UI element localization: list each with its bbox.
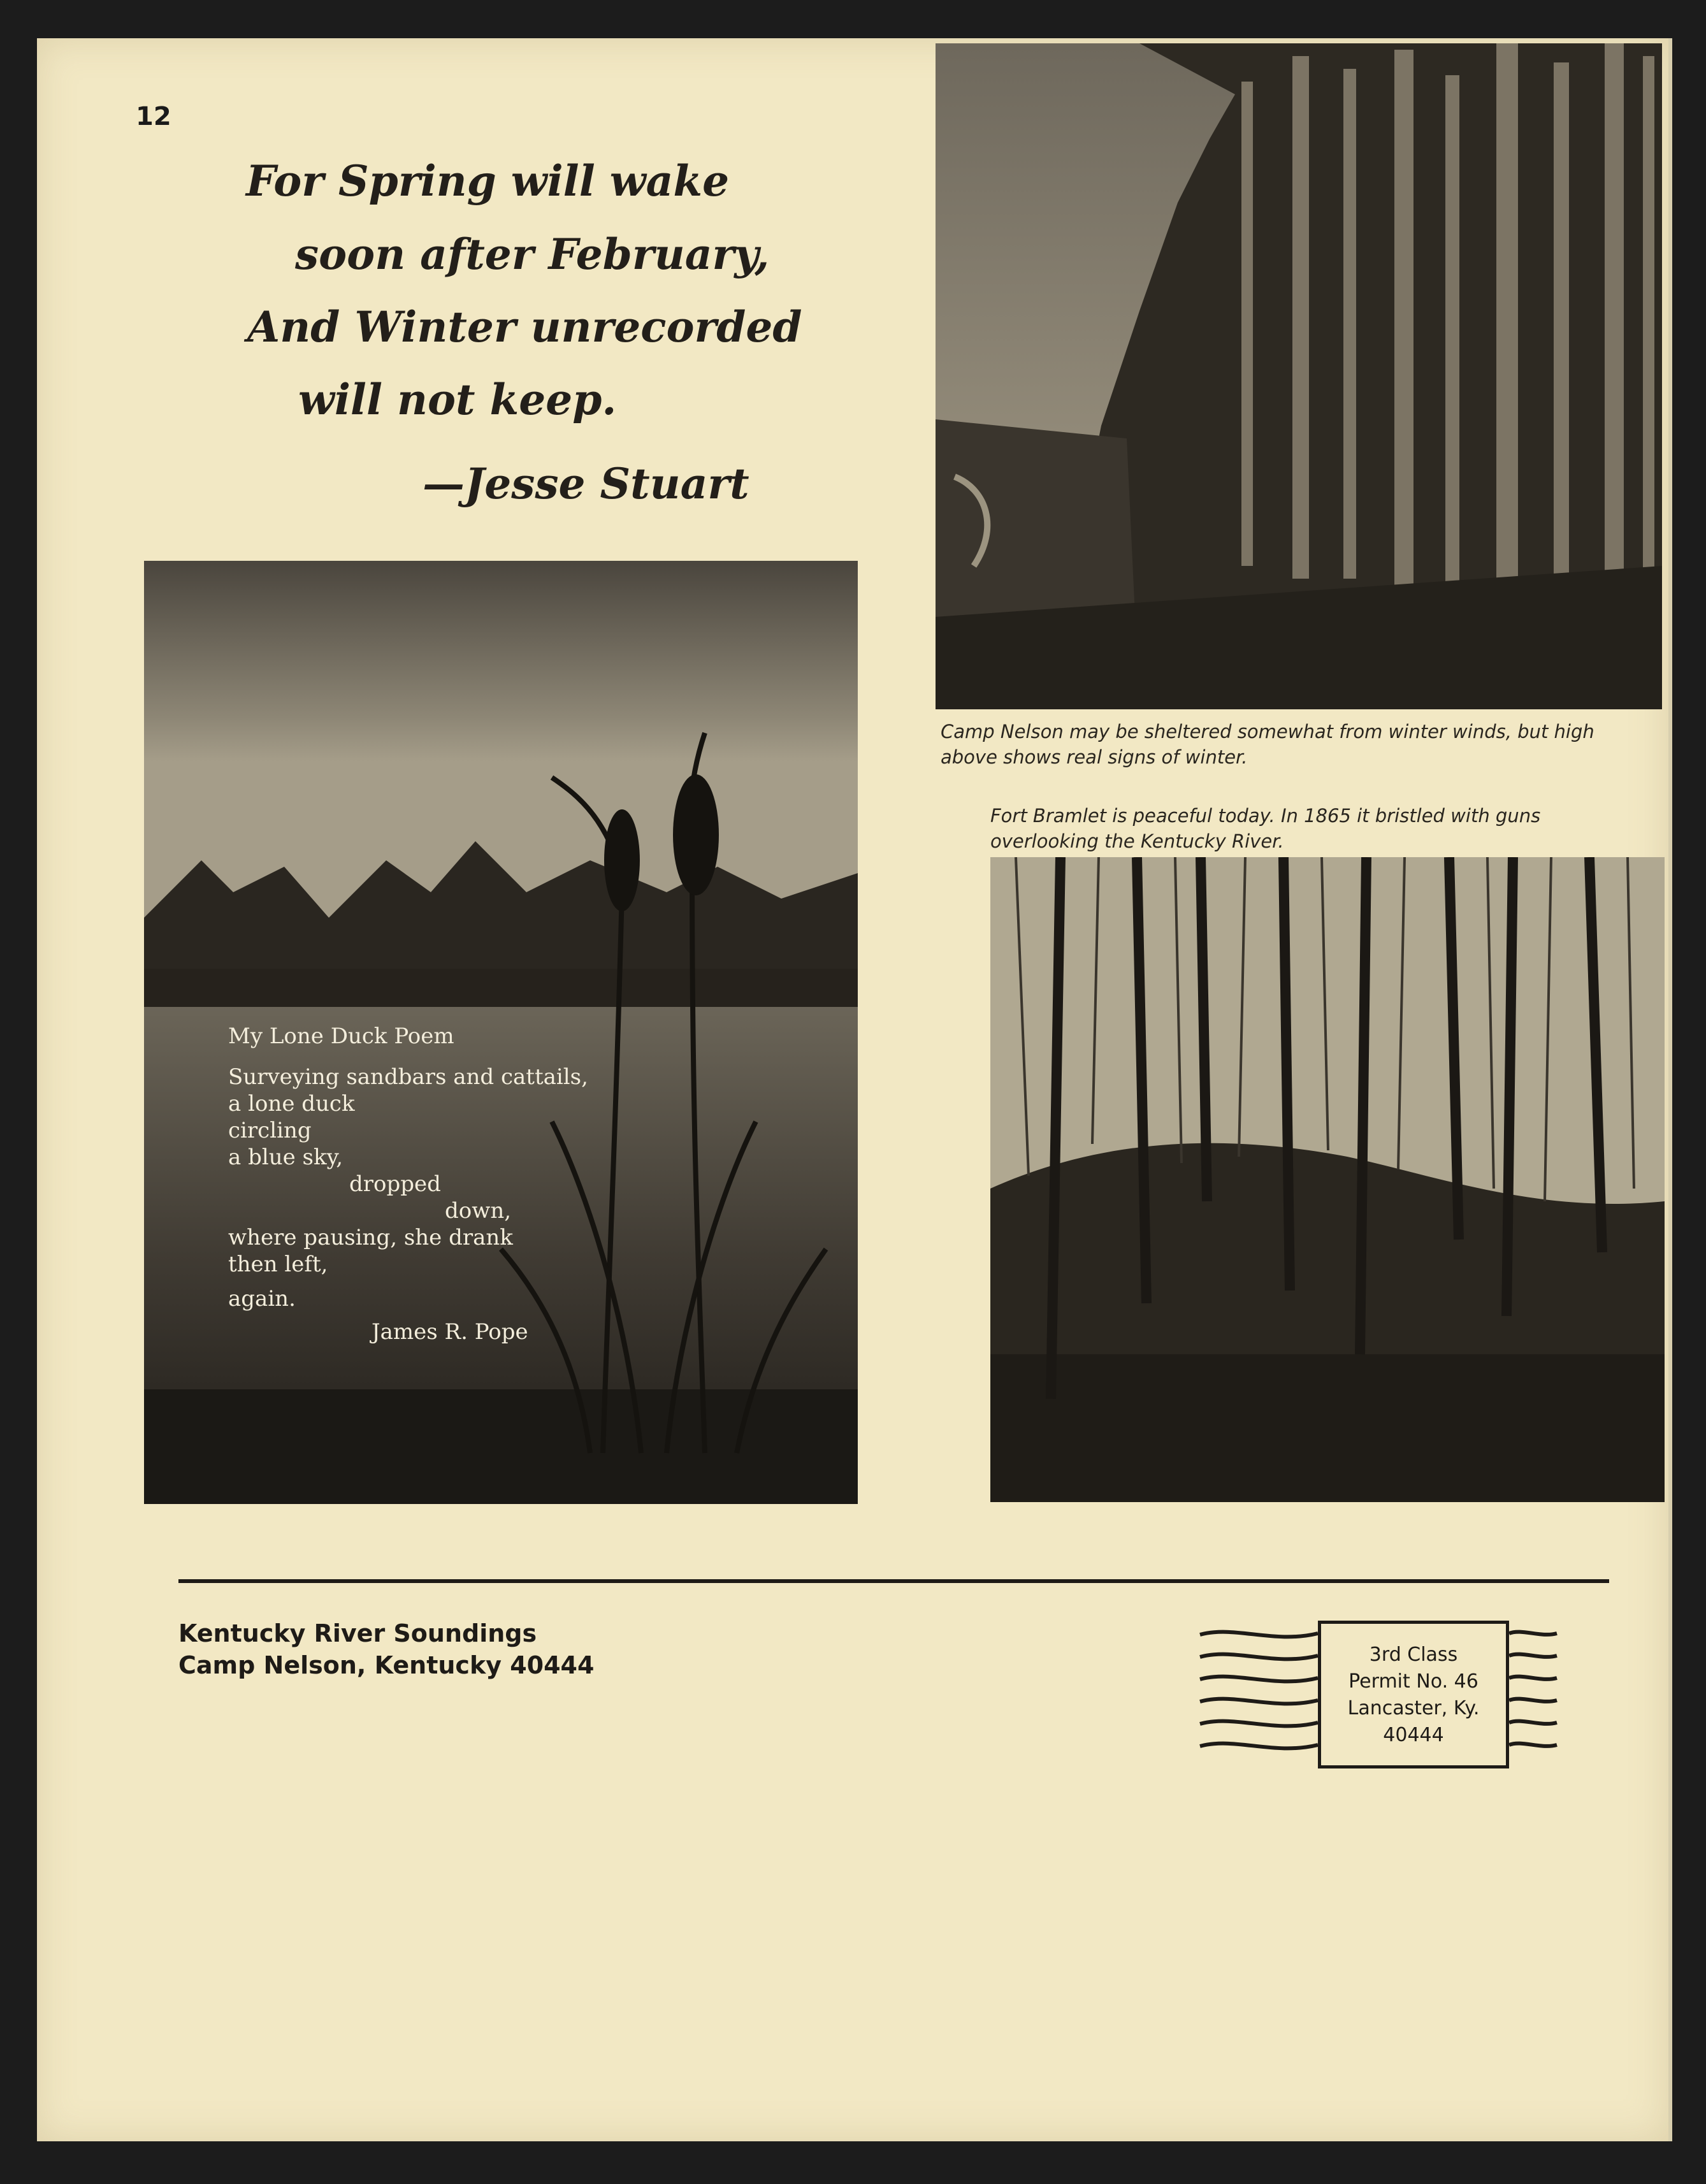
quote-line-3: And Winter unrecorded — [247, 302, 802, 352]
poem-line: circling — [228, 1118, 312, 1143]
masthead — [178, 1617, 594, 1681]
page-number: 12 — [136, 102, 171, 131]
postage-indicia — [1197, 1616, 1560, 1781]
poem — [228, 1023, 674, 1345]
cliff-photo-caption: Camp Nelson may be sheltered somewhat from winter winds, but high above shows real signs of winter. — [941, 721, 1594, 768]
permit-box — [1318, 1621, 1509, 1768]
poem-line: dropped — [349, 1171, 441, 1197]
cliff-photo-art — [936, 43, 1662, 709]
masthead-address: Camp Nelson, Kentucky 40444 — [178, 1651, 595, 1679]
poem-line: where pausing, she drank — [228, 1225, 513, 1250]
poem-title: My Lone Duck Poem — [228, 1023, 454, 1049]
poem-line: a blue sky, — [228, 1145, 343, 1170]
fort-photo-caption: Fort Bramlet is peaceful today. In 1865 it bristled with guns overlooking the Kentucky River. — [990, 805, 1541, 852]
permit-class: 3rd Class — [1369, 1644, 1458, 1666]
permit-city: Lancaster, Ky. — [1347, 1697, 1480, 1719]
quote-line-1: For Spring will wake — [246, 156, 730, 206]
poem-author: James R. Pope — [372, 1319, 528, 1345]
permit-number: Permit No. 46 — [1348, 1670, 1478, 1693]
poem-line: then left, — [228, 1252, 328, 1277]
permit-zip: 40444 — [1383, 1724, 1444, 1746]
cliff-photo — [936, 43, 1662, 709]
masthead-title: Kentucky River Soundings — [178, 1619, 537, 1647]
poem-line: Surveying sandbars and cattails, — [228, 1064, 588, 1090]
divider-rule — [178, 1579, 1609, 1583]
quote-line-4: will not keep. — [298, 375, 617, 424]
poem-line: down, — [445, 1198, 512, 1224]
quote-attribution: —Jesse Stuart — [423, 459, 749, 509]
fort-photo-art — [990, 857, 1665, 1502]
quote-line-2: soon after February, — [295, 229, 770, 279]
poem-line: again. — [228, 1286, 296, 1312]
poem-line: a lone duck — [228, 1091, 355, 1117]
fort-photo — [990, 857, 1665, 1502]
newsletter-page — [37, 38, 1672, 2141]
